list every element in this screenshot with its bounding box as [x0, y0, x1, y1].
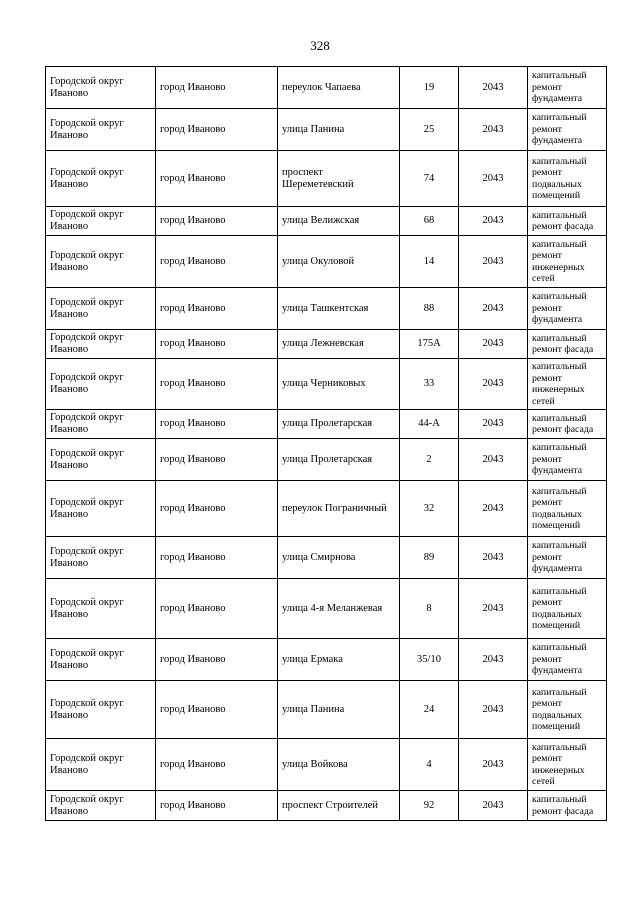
street-cell: улица Велижская: [278, 207, 400, 236]
work-type-cell: капитальный ремонт фундамента: [528, 288, 607, 330]
district-cell: Городской округ Иваново: [46, 288, 156, 330]
house-number-cell: 4: [400, 739, 459, 791]
work-type-cell: капитальный ремонт подвальных помещений: [528, 579, 607, 639]
city-cell: город Иваново: [156, 681, 278, 739]
year-cell: 2043: [459, 537, 528, 579]
year-cell: 2043: [459, 579, 528, 639]
street-cell: улица Панина: [278, 109, 400, 151]
house-number-cell: 74: [400, 151, 459, 207]
year-cell: 2043: [459, 109, 528, 151]
house-number-cell: 35/10: [400, 639, 459, 681]
street-cell: улица Войкова: [278, 739, 400, 791]
table-row: [46, 236, 607, 288]
year-cell: 2043: [459, 481, 528, 537]
table-row: [46, 439, 607, 481]
house-number-cell: 14: [400, 236, 459, 288]
table-row: [46, 410, 607, 439]
city-cell: город Иваново: [156, 579, 278, 639]
district-cell: Городской округ Иваново: [46, 639, 156, 681]
year-cell: 2043: [459, 791, 528, 821]
work-type-cell: капитальный ремонт фундамента: [528, 537, 607, 579]
table-row: [46, 537, 607, 579]
district-cell: Городской округ Иваново: [46, 330, 156, 359]
year-cell: 2043: [459, 236, 528, 288]
street-cell: переулок Пограничный: [278, 481, 400, 537]
year-cell: 2043: [459, 410, 528, 439]
table-row: [46, 207, 607, 236]
house-number-cell: 19: [400, 67, 459, 109]
table-row: [46, 739, 607, 791]
work-type-cell: капитальный ремонт подвальных помещений: [528, 681, 607, 739]
district-cell: Городской округ Иваново: [46, 439, 156, 481]
year-cell: 2043: [459, 151, 528, 207]
city-cell: город Иваново: [156, 330, 278, 359]
house-number-cell: 175А: [400, 330, 459, 359]
repair-schedule-table: [45, 66, 607, 821]
table-row: [46, 330, 607, 359]
year-cell: 2043: [459, 67, 528, 109]
street-cell: улица 4-я Меланжевая: [278, 579, 400, 639]
street-cell: проспект Шереметевский: [278, 151, 400, 207]
work-type-cell: капитальный ремонт фундамента: [528, 439, 607, 481]
district-cell: Городской округ Иваново: [46, 109, 156, 151]
work-type-cell: капитальный ремонт фундамента: [528, 67, 607, 109]
work-type-cell: капитальный ремонт фундамента: [528, 639, 607, 681]
house-number-cell: 92: [400, 791, 459, 821]
house-number-cell: 68: [400, 207, 459, 236]
work-type-cell: капитальный ремонт подвальных помещений: [528, 481, 607, 537]
district-cell: Городской округ Иваново: [46, 537, 156, 579]
table-row: [46, 681, 607, 739]
work-type-cell: капитальный ремонт фундамента: [528, 109, 607, 151]
year-cell: 2043: [459, 330, 528, 359]
city-cell: город Иваново: [156, 109, 278, 151]
city-cell: город Иваново: [156, 639, 278, 681]
city-cell: город Иваново: [156, 151, 278, 207]
table-row: [46, 791, 607, 821]
work-type-cell: капитальный ремонт фасада: [528, 791, 607, 821]
city-cell: город Иваново: [156, 481, 278, 537]
work-type-cell: капитальный ремонт инженерных сетей: [528, 359, 607, 410]
city-cell: город Иваново: [156, 537, 278, 579]
district-cell: Городской округ Иваново: [46, 359, 156, 410]
city-cell: город Иваново: [156, 359, 278, 410]
street-cell: улица Панина: [278, 681, 400, 739]
table-body: [46, 67, 607, 821]
table-row: [46, 579, 607, 639]
street-cell: улица Черниковых: [278, 359, 400, 410]
table-row: [46, 151, 607, 207]
district-cell: Городской округ Иваново: [46, 151, 156, 207]
district-cell: Городской округ Иваново: [46, 67, 156, 109]
table-row: [46, 481, 607, 537]
year-cell: 2043: [459, 639, 528, 681]
table-row: [46, 288, 607, 330]
work-type-cell: капитальный ремонт фасада: [528, 330, 607, 359]
table-row: [46, 639, 607, 681]
year-cell: 2043: [459, 439, 528, 481]
street-cell: улица Окуловой: [278, 236, 400, 288]
year-cell: 2043: [459, 288, 528, 330]
work-type-cell: капитальный ремонт фасада: [528, 410, 607, 439]
work-type-cell: капитальный ремонт инженерных сетей: [528, 236, 607, 288]
city-cell: город Иваново: [156, 207, 278, 236]
house-number-cell: 2: [400, 439, 459, 481]
house-number-cell: 33: [400, 359, 459, 410]
city-cell: город Иваново: [156, 67, 278, 109]
year-cell: 2043: [459, 359, 528, 410]
street-cell: проспект Строителей: [278, 791, 400, 821]
house-number-cell: 24: [400, 681, 459, 739]
table-row: [46, 109, 607, 151]
street-cell: переулок Чапаева: [278, 67, 400, 109]
year-cell: 2043: [459, 739, 528, 791]
table-row: [46, 67, 607, 109]
street-cell: улица Ермака: [278, 639, 400, 681]
city-cell: город Иваново: [156, 236, 278, 288]
street-cell: улица Пролетарская: [278, 439, 400, 481]
year-cell: 2043: [459, 681, 528, 739]
table-row: [46, 359, 607, 410]
district-cell: Городской округ Иваново: [46, 791, 156, 821]
house-number-cell: 44-А: [400, 410, 459, 439]
house-number-cell: 25: [400, 109, 459, 151]
district-cell: Городской округ Иваново: [46, 410, 156, 439]
house-number-cell: 88: [400, 288, 459, 330]
house-number-cell: 89: [400, 537, 459, 579]
house-number-cell: 8: [400, 579, 459, 639]
page-number: 328: [310, 38, 330, 53]
city-cell: город Иваново: [156, 288, 278, 330]
street-cell: улица Лежневская: [278, 330, 400, 359]
street-cell: улица Ташкентская: [278, 288, 400, 330]
street-cell: улица Пролетарская: [278, 410, 400, 439]
house-number-cell: 32: [400, 481, 459, 537]
city-cell: город Иваново: [156, 791, 278, 821]
work-type-cell: капитальный ремонт инженерных сетей: [528, 739, 607, 791]
district-cell: Городской округ Иваново: [46, 481, 156, 537]
city-cell: город Иваново: [156, 439, 278, 481]
city-cell: город Иваново: [156, 410, 278, 439]
district-cell: Городской округ Иваново: [46, 236, 156, 288]
work-type-cell: капитальный ремонт фасада: [528, 207, 607, 236]
work-type-cell: капитальный ремонт подвальных помещений: [528, 151, 607, 207]
district-cell: Городской округ Иваново: [46, 681, 156, 739]
city-cell: город Иваново: [156, 739, 278, 791]
district-cell: Городской округ Иваново: [46, 207, 156, 236]
year-cell: 2043: [459, 207, 528, 236]
district-cell: Городской округ Иваново: [46, 739, 156, 791]
district-cell: Городской округ Иваново: [46, 579, 156, 639]
street-cell: улица Смирнова: [278, 537, 400, 579]
